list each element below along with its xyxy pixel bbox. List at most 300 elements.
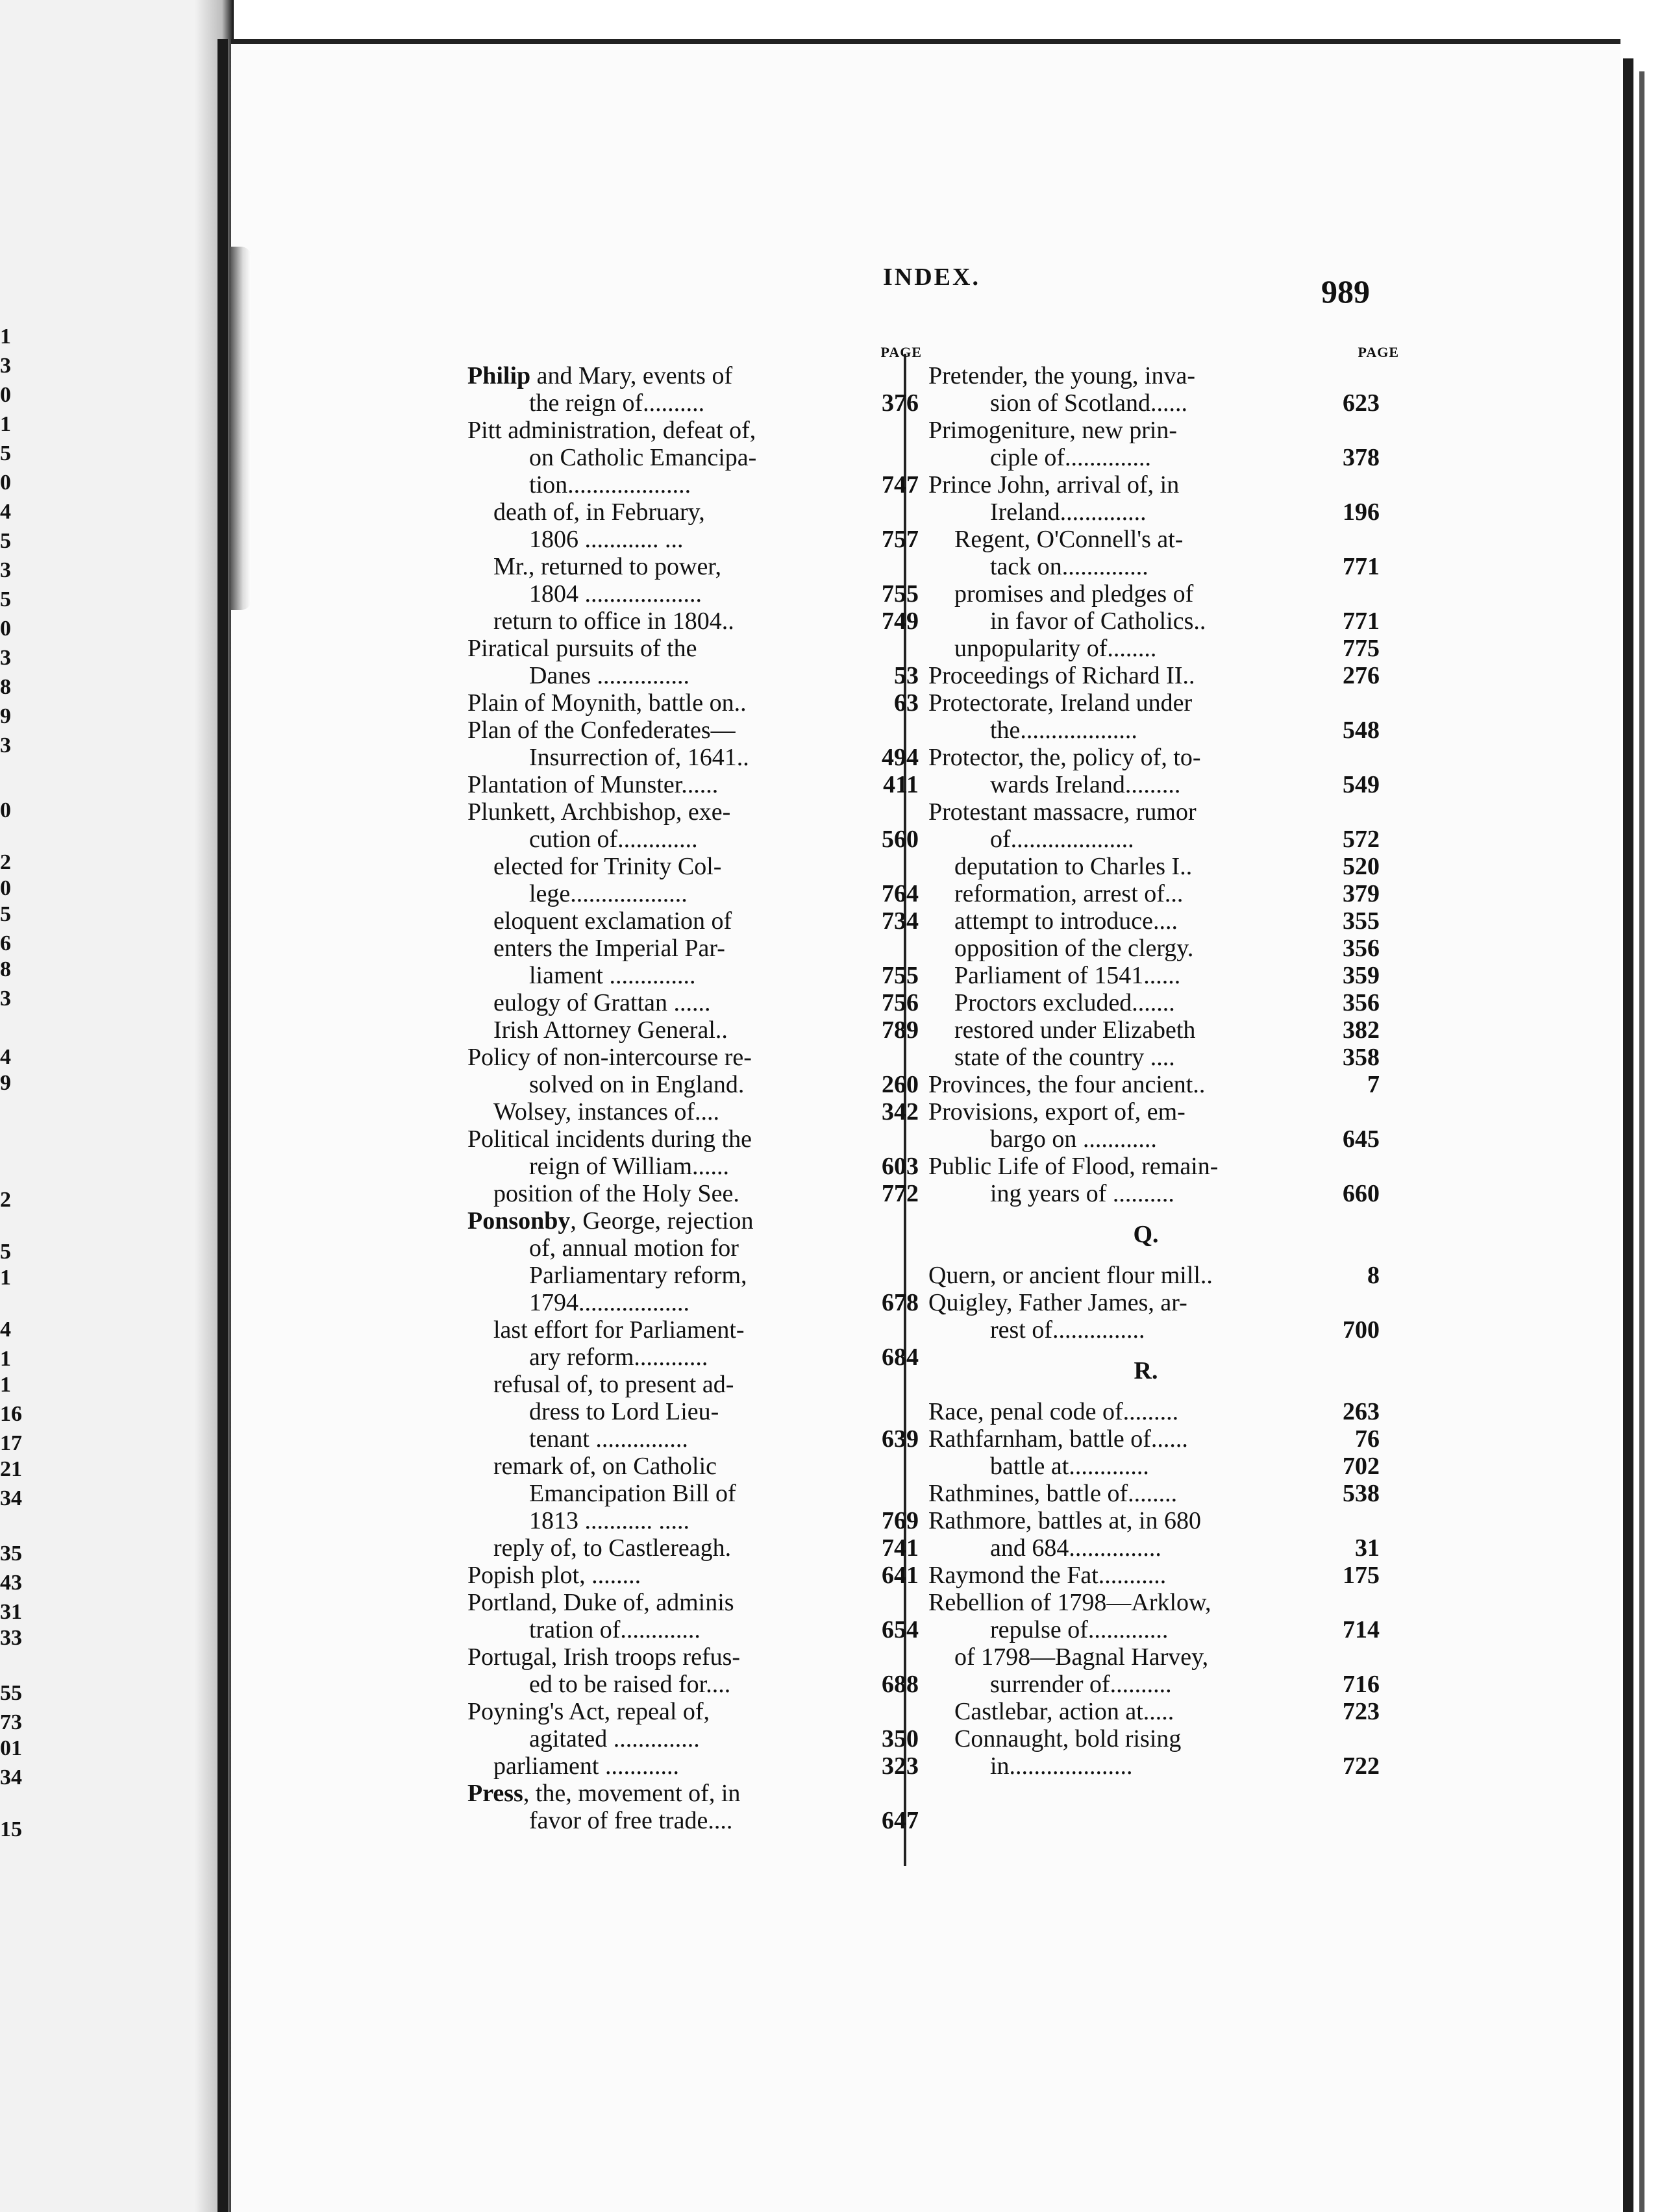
facing-page-digit: 1 xyxy=(0,1347,11,1371)
entry-body: Irish Attorney General.. xyxy=(493,1016,728,1044)
index-entry-line xyxy=(928,1125,1380,1153)
index-entry-line xyxy=(928,826,1380,853)
entry-page-number: 323 xyxy=(882,1752,919,1780)
entry-text xyxy=(928,744,1201,771)
entry-text xyxy=(529,580,702,608)
entry-text xyxy=(529,662,689,689)
index-entry-line xyxy=(467,1807,919,1834)
entry-text xyxy=(529,444,756,471)
facing-page-digit: 5 xyxy=(0,529,11,553)
entry-text xyxy=(990,1534,1161,1562)
entry-page-number: 747 xyxy=(882,471,919,498)
entry-text xyxy=(990,826,1134,853)
index-entry-line xyxy=(928,498,1380,526)
entry-body: Connaught, bold rising xyxy=(954,1725,1182,1752)
entry-body: 1794.................. xyxy=(529,1289,689,1316)
entry-text xyxy=(529,1071,744,1098)
entry-text xyxy=(954,907,1178,935)
facing-page-digit: 3 xyxy=(0,987,11,1011)
index-entry-line xyxy=(928,444,1380,471)
index-entry-line xyxy=(928,1098,1363,1125)
entry-body: Proctors excluded....... xyxy=(954,989,1175,1016)
entry-text xyxy=(954,853,1192,880)
entry-page-number: 756 xyxy=(882,989,919,1016)
index-entry-line xyxy=(467,1671,919,1698)
entry-text xyxy=(954,989,1175,1016)
index-entry-line xyxy=(467,962,919,989)
facing-page-digit: 0 xyxy=(0,617,11,641)
entry-page-number: 749 xyxy=(882,608,919,635)
index-entry-line xyxy=(928,417,1363,444)
entry-text xyxy=(954,962,1180,989)
entry-body: Protectorate, Ireland under xyxy=(928,689,1193,717)
entry-text xyxy=(493,1180,739,1207)
facing-page-digit: 1 xyxy=(0,325,11,349)
entry-body: death of, in February, xyxy=(493,498,705,526)
index-entry-line xyxy=(467,1398,902,1425)
entry-body: Danes ............... xyxy=(529,662,689,689)
entry-body: eulogy of Grattan ...... xyxy=(493,989,711,1016)
facing-page-digit: 21 xyxy=(0,1457,22,1481)
index-entry-line xyxy=(928,771,1380,798)
entry-text xyxy=(467,1562,641,1589)
entry-text xyxy=(990,608,1206,635)
entry-text xyxy=(493,1453,717,1480)
entry-page-number: 678 xyxy=(882,1289,919,1316)
entry-page-number: 645 xyxy=(1343,1125,1380,1153)
facing-page-digit: 5 xyxy=(0,587,11,611)
entry-text xyxy=(928,689,1192,717)
index-entry-line xyxy=(928,1071,1380,1098)
entry-body: , the, movement of, in xyxy=(523,1780,741,1807)
entry-body: reformation, arrest of... xyxy=(954,880,1184,907)
entry-body: refusal of, to present ad- xyxy=(493,1371,734,1398)
entry-body: favor of free trade.... xyxy=(529,1807,733,1834)
entry-body: of, annual motion for xyxy=(529,1235,739,1262)
facing-page-digit: 4 xyxy=(0,1045,11,1069)
entry-text xyxy=(467,1044,752,1071)
entry-body: Quigley, Father James, ar- xyxy=(928,1289,1187,1316)
entry-text xyxy=(529,1480,736,1507)
entry-body: Plain of Moynith, battle on.. xyxy=(467,689,747,717)
entry-body: Provisions, export of, em- xyxy=(928,1098,1185,1125)
entry-page-number: 722 xyxy=(1343,1752,1380,1780)
entry-page-number: 350 xyxy=(882,1725,919,1752)
entry-text xyxy=(467,1125,752,1153)
index-column-left xyxy=(467,344,922,1834)
entry-page-number: 175 xyxy=(1343,1562,1380,1589)
entry-text xyxy=(928,1398,1178,1425)
index-entry-line xyxy=(928,1453,1380,1480)
entry-body: return to office in 1804.. xyxy=(493,608,734,635)
index-entry-line xyxy=(467,1371,902,1398)
entry-page-number: 741 xyxy=(882,1534,919,1562)
entry-page-number: 654 xyxy=(882,1616,919,1643)
facing-page-digit: 15 xyxy=(0,1817,22,1841)
entry-page-number: 755 xyxy=(882,962,919,989)
entry-text xyxy=(990,1671,1172,1698)
facing-page-digit: 34 xyxy=(0,1486,22,1510)
entry-body: Plan of the Confederates— xyxy=(467,717,736,744)
entry-page-number: 358 xyxy=(1343,1044,1380,1071)
index-entry-line xyxy=(467,1289,919,1316)
index-entry-line xyxy=(928,1752,1380,1780)
entry-text xyxy=(529,471,691,498)
entry-body: enters the Imperial Par- xyxy=(493,935,725,962)
index-entry-line xyxy=(928,635,1380,662)
entry-page-number: 359 xyxy=(1343,962,1380,989)
index-entry-line xyxy=(467,880,919,907)
index-entry-line xyxy=(467,1344,919,1371)
entry-body: Proceedings of Richard II.. xyxy=(928,662,1195,689)
index-entry-line xyxy=(928,1507,1363,1534)
index-entry-line xyxy=(467,798,902,826)
entry-text xyxy=(928,1589,1211,1616)
facing-page-digit: 55 xyxy=(0,1681,22,1705)
facing-page-digit: 73 xyxy=(0,1710,22,1734)
facing-page-digit: 31 xyxy=(0,1600,22,1624)
entry-body: solved on in England. xyxy=(529,1071,745,1098)
section-letter: R. xyxy=(1134,1357,1158,1384)
entry-text xyxy=(467,362,732,389)
entry-page-number: 757 xyxy=(882,526,919,553)
facing-page-digit: 1 xyxy=(0,1373,11,1397)
entry-text xyxy=(493,935,725,962)
entry-page-number: 702 xyxy=(1343,1453,1380,1480)
entry-text xyxy=(928,1153,1218,1180)
index-entry-line xyxy=(467,635,902,662)
facing-page-digit: 1 xyxy=(0,412,11,436)
entry-text xyxy=(990,1180,1174,1207)
index-entry-line xyxy=(467,1125,902,1153)
entry-text xyxy=(954,1643,1208,1671)
facing-page-digit: 0 xyxy=(0,798,11,822)
entry-text xyxy=(529,880,688,907)
entry-body: parliament ............ xyxy=(493,1752,679,1780)
page-right-edge xyxy=(1623,58,1633,2212)
entry-page-number: 494 xyxy=(882,744,919,771)
entry-body: Plunkett, Archbishop, exe- xyxy=(467,798,731,826)
index-entry-line xyxy=(928,962,1380,989)
entry-page-number: 538 xyxy=(1343,1480,1380,1507)
entry-page-number: 379 xyxy=(1343,880,1380,907)
entry-text xyxy=(529,1507,689,1534)
entry-page-number: 764 xyxy=(882,880,919,907)
entry-text xyxy=(467,635,697,662)
entry-body: rest of............... xyxy=(990,1316,1145,1344)
entry-text xyxy=(493,989,711,1016)
entry-body: Ireland.............. xyxy=(990,498,1147,526)
index-entry-line xyxy=(467,471,919,498)
entry-body: deputation to Charles I.. xyxy=(954,853,1193,880)
entry-body: 1806 ............ ... xyxy=(529,526,684,553)
entry-page-number: 76 xyxy=(1355,1425,1380,1453)
index-entry-line xyxy=(928,1398,1380,1425)
entry-page-number: 260 xyxy=(882,1071,919,1098)
entry-text xyxy=(954,880,1183,907)
index-entries-left xyxy=(467,362,919,1834)
index-entry-line xyxy=(928,880,1380,907)
entry-body: Piratical pursuits of the xyxy=(467,635,697,662)
index-entry-line xyxy=(928,935,1380,962)
entry-text xyxy=(467,689,747,717)
index-entry-line xyxy=(467,1235,902,1262)
entry-text xyxy=(928,798,1197,826)
entry-body: reply of, to Castlereagh. xyxy=(493,1534,732,1562)
entry-body: elected for Trinity Col- xyxy=(493,853,722,880)
index-column-right xyxy=(928,344,1399,1780)
entry-body: lege................... xyxy=(529,880,688,907)
index-entry-line xyxy=(467,744,919,771)
facing-page-digit: 3 xyxy=(0,354,11,378)
index-entry-line xyxy=(928,471,1363,498)
entry-body: surrender of.......... xyxy=(990,1671,1172,1698)
entry-text xyxy=(493,1752,679,1780)
entry-page-number: 572 xyxy=(1343,826,1380,853)
index-entry-line xyxy=(467,1643,902,1671)
index-entry-line xyxy=(928,553,1380,580)
index-entry-line xyxy=(928,362,1363,389)
entry-text xyxy=(529,1616,701,1643)
index-entry-line xyxy=(928,853,1380,880)
facing-page-digit: 2 xyxy=(0,850,11,874)
facing-page-digit: 16 xyxy=(0,1402,22,1426)
index-entry-line xyxy=(467,1016,919,1044)
index-entry-line xyxy=(467,1262,902,1289)
entry-text xyxy=(954,1725,1181,1752)
entry-text xyxy=(990,553,1148,580)
entry-body: and 684............... xyxy=(990,1534,1161,1562)
facing-page-digit: 0 xyxy=(0,383,11,407)
entry-body: Public Life of Flood, remain- xyxy=(928,1153,1219,1180)
index-entry-line xyxy=(467,1180,919,1207)
facing-page-digit: 33 xyxy=(0,1626,22,1650)
entry-body: unpopularity of........ xyxy=(954,635,1157,662)
index-entry-line xyxy=(467,1425,919,1453)
index-entry-line xyxy=(467,1780,902,1807)
index-entry-line xyxy=(467,1589,902,1616)
entry-text xyxy=(990,717,1137,744)
facing-page xyxy=(0,0,214,2212)
index-entry-line xyxy=(928,1616,1380,1643)
entry-body: ing years of .......... xyxy=(990,1180,1174,1207)
entry-text xyxy=(529,1671,730,1698)
index-entry-line xyxy=(467,389,919,417)
entry-body: battle at............. xyxy=(990,1453,1149,1480)
index-entry-line xyxy=(928,1671,1380,1698)
index-entry-line xyxy=(928,1262,1380,1289)
entry-text xyxy=(467,1698,710,1725)
entry-body: Plantation of Munster...... xyxy=(467,771,719,798)
entry-body: dress to Lord Lieu- xyxy=(529,1398,719,1425)
entry-text xyxy=(493,1016,728,1044)
entry-page-number: 356 xyxy=(1343,935,1380,962)
entry-body: Popish plot, ........ xyxy=(467,1562,641,1589)
index-entry-line xyxy=(467,362,902,389)
index-entry-line xyxy=(467,1207,902,1235)
entry-body: ciple of.............. xyxy=(990,444,1152,471)
entry-body: agitated .............. xyxy=(529,1725,700,1752)
entry-text xyxy=(529,1725,700,1752)
index-entry-line xyxy=(928,1044,1380,1071)
entry-body: Portugal, Irish troops refus- xyxy=(467,1643,741,1671)
entry-body: Insurrection of, 1641.. xyxy=(529,744,749,771)
entry-text xyxy=(529,1289,689,1316)
entry-page-number: 7 xyxy=(1367,1071,1380,1098)
entry-text xyxy=(493,907,732,935)
entry-page-number: 688 xyxy=(882,1671,919,1698)
entry-text xyxy=(529,389,704,417)
facing-page-digit: 17 xyxy=(0,1431,22,1455)
entry-body: Rathmines, battle of........ xyxy=(928,1480,1178,1507)
entry-page-number: 623 xyxy=(1343,389,1380,417)
page-right-edge-shadow xyxy=(1639,71,1644,2212)
index-entry-line xyxy=(467,1044,902,1071)
entry-text xyxy=(493,498,705,526)
entry-text xyxy=(467,1589,734,1616)
index-entry-line xyxy=(467,689,919,717)
entry-page-number: 263 xyxy=(1343,1398,1380,1425)
facing-page-digit: 0 xyxy=(0,471,11,495)
entry-text xyxy=(990,771,1180,798)
index-entry-line xyxy=(467,1480,902,1507)
entry-body: opposition of the clergy. xyxy=(954,935,1194,962)
entry-text xyxy=(954,1698,1174,1725)
entry-text xyxy=(928,1425,1188,1453)
entry-body: ary reform............ xyxy=(529,1344,708,1371)
entry-page-number: 789 xyxy=(882,1016,919,1044)
entry-text xyxy=(928,1071,1205,1098)
entry-text xyxy=(990,1453,1149,1480)
entry-text xyxy=(493,1316,745,1344)
index-entry-line xyxy=(467,553,902,580)
index-entry-line xyxy=(467,771,919,798)
entry-body: Emancipation Bill of xyxy=(529,1480,736,1507)
entry-body: state of the country .... xyxy=(954,1044,1175,1071)
entry-text xyxy=(928,1098,1185,1125)
index-entry-line xyxy=(467,1071,919,1098)
facing-page-digit: 5 xyxy=(0,902,11,926)
entry-text xyxy=(467,1207,753,1235)
entry-body: bargo on ............ xyxy=(990,1125,1157,1153)
entry-text xyxy=(928,1289,1187,1316)
entry-lead-word: Ponsonby xyxy=(467,1207,571,1235)
entry-body: Political incidents during the xyxy=(467,1125,752,1153)
entry-page-number: 641 xyxy=(882,1562,919,1589)
entry-body: cution of............. xyxy=(529,826,698,853)
entry-body: eloquent exclamation of xyxy=(493,907,732,935)
index-entry-line xyxy=(467,717,902,744)
entry-page-number: 647 xyxy=(882,1807,919,1834)
entry-text xyxy=(467,1643,740,1671)
entry-page-number: 772 xyxy=(882,1180,919,1207)
entry-page-number: 31 xyxy=(1355,1534,1380,1562)
entry-body: reign of William...... xyxy=(529,1153,730,1180)
entry-text xyxy=(954,935,1193,962)
entry-body: remark of, on Catholic xyxy=(493,1453,717,1480)
entry-text xyxy=(928,417,1177,444)
entry-body: of.................... xyxy=(990,826,1134,853)
entry-page-number: 560 xyxy=(882,826,919,853)
index-entry-line xyxy=(928,1425,1380,1453)
entry-page-number: 196 xyxy=(1343,498,1380,526)
index-entry-line xyxy=(467,1453,902,1480)
index-entry-line xyxy=(467,608,919,635)
entry-text xyxy=(928,1507,1201,1534)
entry-text xyxy=(954,1016,1195,1044)
index-entry-line xyxy=(467,1507,919,1534)
facing-page-digit: 5 xyxy=(0,441,11,465)
entry-body: the................... xyxy=(990,717,1137,744)
entry-body: attempt to introduce.... xyxy=(954,907,1178,935)
entry-text xyxy=(928,1562,1166,1589)
entry-text xyxy=(467,798,730,826)
entry-body: Pitt administration, defeat of, xyxy=(467,417,756,444)
entry-text xyxy=(990,444,1151,471)
entry-text xyxy=(990,389,1187,417)
entry-page-number: 700 xyxy=(1343,1316,1380,1344)
entry-text xyxy=(529,1235,739,1262)
index-entry-line xyxy=(467,935,902,962)
entry-text xyxy=(954,635,1156,662)
entry-text xyxy=(954,580,1193,608)
entry-text xyxy=(954,526,1183,553)
entry-body: Prince John, arrival of, in xyxy=(928,471,1180,498)
entry-body: last effort for Parliament- xyxy=(493,1316,745,1344)
entry-page-number: 548 xyxy=(1343,717,1380,744)
facing-page-digit: 43 xyxy=(0,1571,22,1595)
index-entry-line xyxy=(467,1698,902,1725)
entry-text xyxy=(529,1344,708,1371)
entry-body: Mr., returned to power, xyxy=(493,553,721,580)
facing-page-digit: 4 xyxy=(0,500,11,524)
entry-text xyxy=(928,662,1195,689)
index-entry-line xyxy=(928,798,1363,826)
entry-body: tion.................... xyxy=(529,471,691,498)
entry-body: Parliamentary reform, xyxy=(529,1262,747,1289)
entry-body: ed to be raised for.... xyxy=(529,1671,731,1698)
index-entry-line xyxy=(928,1589,1363,1616)
entry-body: in favor of Catholics.. xyxy=(990,608,1206,635)
facing-page-digit: 9 xyxy=(0,1071,11,1095)
entry-text xyxy=(529,962,695,989)
page-fold-shadow xyxy=(195,0,234,2212)
entry-body: tenant ............... xyxy=(529,1425,688,1453)
index-entry-line xyxy=(928,717,1380,744)
index-entry-line xyxy=(928,580,1363,608)
running-head: INDEX. xyxy=(883,264,980,291)
entry-body: Protestant massacre, rumor xyxy=(928,798,1197,826)
entry-body: Regent, O'Connell's at- xyxy=(954,526,1184,553)
entry-body: position of the Holy See. xyxy=(493,1180,739,1207)
entry-body: Castlebar, action at..... xyxy=(954,1698,1174,1725)
entry-page-number: 520 xyxy=(1343,853,1380,880)
entry-body: tack on.............. xyxy=(990,553,1148,580)
entry-body: Rathfarnham, battle of...... xyxy=(928,1425,1188,1453)
entry-text xyxy=(529,1807,732,1834)
entry-text xyxy=(990,1125,1157,1153)
entry-body: Quern, or ancient flour mill.. xyxy=(928,1262,1213,1289)
index-entry-line xyxy=(928,662,1380,689)
entry-page-number: 771 xyxy=(1343,553,1380,580)
index-entry-line xyxy=(928,1562,1380,1589)
entry-text xyxy=(529,744,749,771)
index-entry-line xyxy=(467,989,919,1016)
entry-body: Provinces, the four ancient.. xyxy=(928,1071,1206,1098)
index-entry-line xyxy=(467,417,902,444)
index-entry-line xyxy=(467,662,919,689)
entry-body: , George, rejection xyxy=(570,1207,754,1235)
